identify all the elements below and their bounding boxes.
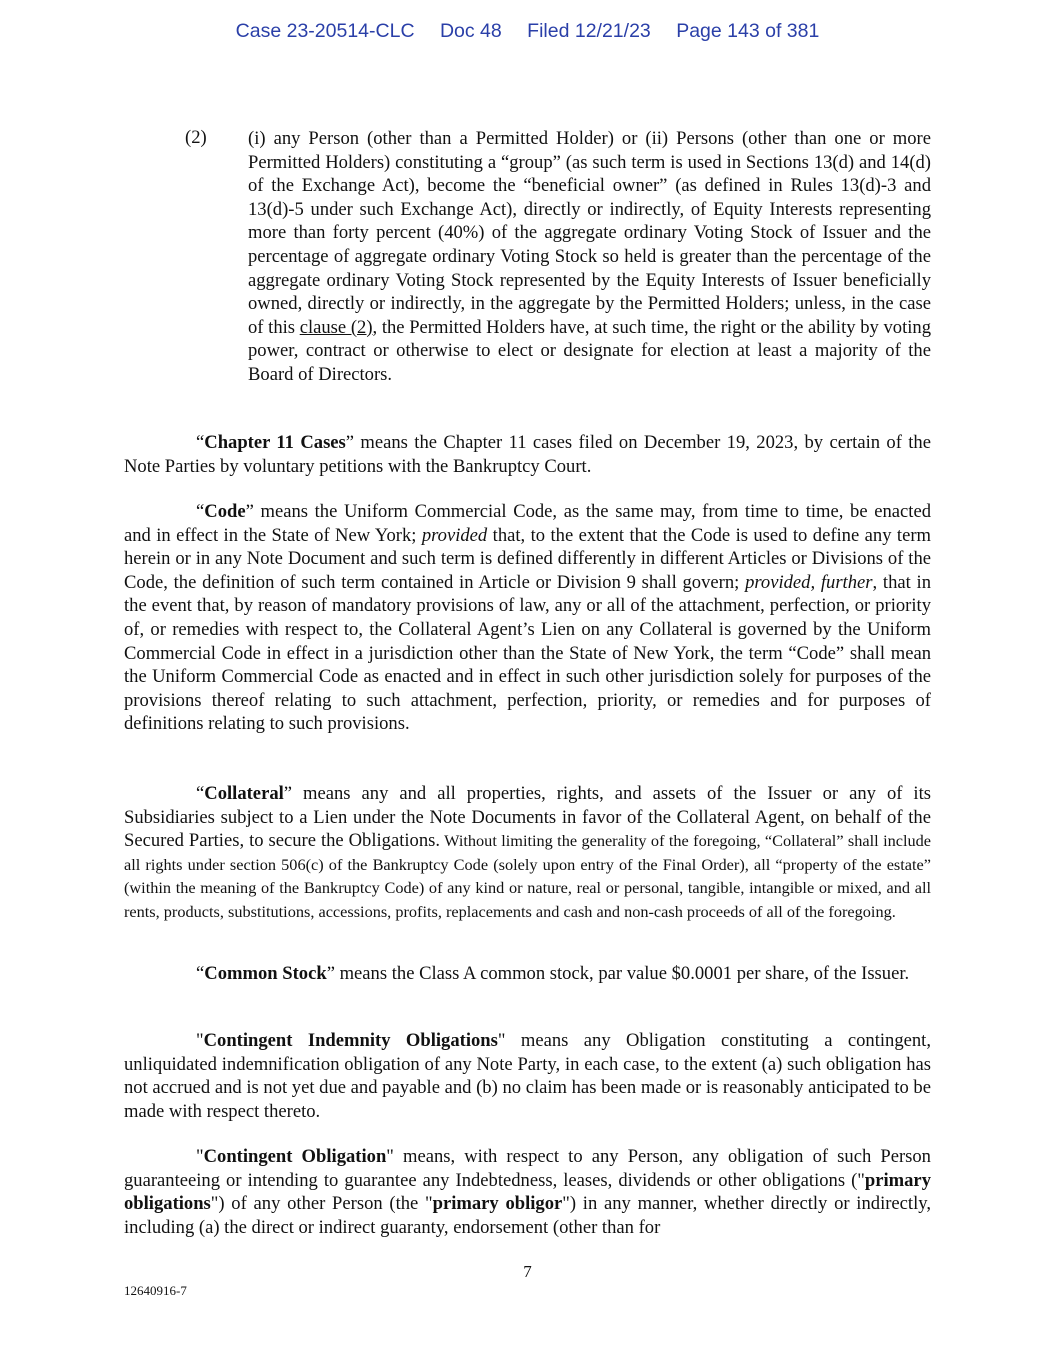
defined-term: Chapter 11 Cases <box>204 432 346 453</box>
defined-term: Code <box>204 501 246 522</box>
filed-date: Filed 12/21/23 <box>527 20 651 42</box>
case-number: Case 23-20514-CLC <box>235 20 415 42</box>
clause-reference: clause (2) <box>299 316 373 338</box>
definition-contingent-indemnity-obligations: "Contingent Indemnity Obligations" means any Obligation constituting a contingent, unliquidated indemnification obligation of any Note Party, in each case, to the extent (a) such obligation has not accrued and is not yet due and payable and (b) no claim has been made or is reasonably anticipated to be made with respect thereto. <box>124 1030 931 1122</box>
page-number: 7 <box>523 1262 532 1281</box>
page-count: Page 143 of 381 <box>676 20 820 42</box>
defined-term: Contingent Indemnity Obligations <box>203 1030 498 1051</box>
clause-2-number: (2) <box>185 127 207 148</box>
clause-2-body: (i) any Person (other than a Permitted Holder) or (ii) Persons (other than one or more Permitted Holders) constituting a “group” (as such term is used in Sections 13(d) and 14(d) of the Exchange Act), become the “beneficial owner” (as defined in Rules 13(d)-3 and 13(d)-5 under such Exchange Act), directly or indirectly, of Equity Interests representing more than forty percent (40%) of the aggregate ordinary Voting Stock of Issuer and the percentage of aggregate ordinary Voting Stock so held is greater than the percentage of the aggregate ordinary Voting Stock represented by the Equity Interests of Issuer beneficially owned, directly or indirectly, in the aggregate by the Permitted Holders; unless, in the case of this clause (2), the Permitted Holders have, at such time, the right or the ability by voting power, contract or otherwise to elect or designate for election at least a majority of the Board of Directors. <box>248 128 931 385</box>
doc-number: Doc 48 <box>439 20 502 42</box>
definition-code: “Code” means the Uniform Commercial Code, as the same may, from time to time, be enacted and in effect in the State of New York; provided that, to the extent that the Code is used to define any term herein or in any Note Document and such term is defined differently in different Articles or Divisions of the Code, the definition of such term contained in Article or Division 9 shall govern; provided, further, that in the event that, by reason of mandatory provisions of law, any or all of the attachment, perfection, or priority of, or remedies with respect to, the Collateral Agent’s Lien on any Collateral is governed by the Uniform Commercial Code in effect in a jurisdiction other than the State of New York, the term “Code” shall mean the Uniform Commercial Code as enacted and in effect in such other jurisdiction solely for purposes of the provisions thereof relating to such attachment, perfection, priority, or remedies and for purposes of definitions relating to such provisions. <box>124 501 931 735</box>
defined-term: Contingent Obligation <box>203 1146 387 1167</box>
document-id: 12640916-7 <box>124 1283 187 1298</box>
defined-term: Common Stock <box>204 963 327 984</box>
filing-header <box>0 20 1055 43</box>
definition-common-stock: “Common Stock” means the Class A common stock, par value $0.0001 per share, of the Issuer. <box>196 963 910 984</box>
definition-collateral: “Collateral” means any and all properties, rights, and assets of the Issuer or any of its Subsidiaries subject to a Lien under the Note Documents in favor of the Collateral Agent, on behalf of the Secured Parties, to secure the Obligations. Without limiting the generality of the foregoing, “Collateral” shall include all rights under section 506(c) of the Bankruptcy Code (solely upon entry of the Final Order), all “property of the estate” (within the meaning of the Bankruptcy Code) of any kind or nature, real or personal, tangible, intangible or mixed, and all rents, products, substitutions, accessions, profits, replacements and cash and non-cash proceeds of all of the foregoing. <box>124 783 931 921</box>
definition-contingent-obligation: "Contingent Obligation" means, with respect to any Person, any obligation of such Person guaranteeing or intending to guarantee any Indebtedness, leases, dividends or other obligations ("primary obligations") of any other Person (the "primary obligor") in any manner, whether directly or indirectly, including (a) the direct or indirect guaranty, endorsement (other than for <box>124 1146 932 1238</box>
defined-term: Collateral <box>204 783 284 804</box>
definition-chapter-11-cases: “Chapter 11 Cases” means the Chapter 11 cases filed on December 19, 2023, by certain of the Note Parties by voluntary petitions with the Bankruptcy Court. <box>124 432 931 477</box>
